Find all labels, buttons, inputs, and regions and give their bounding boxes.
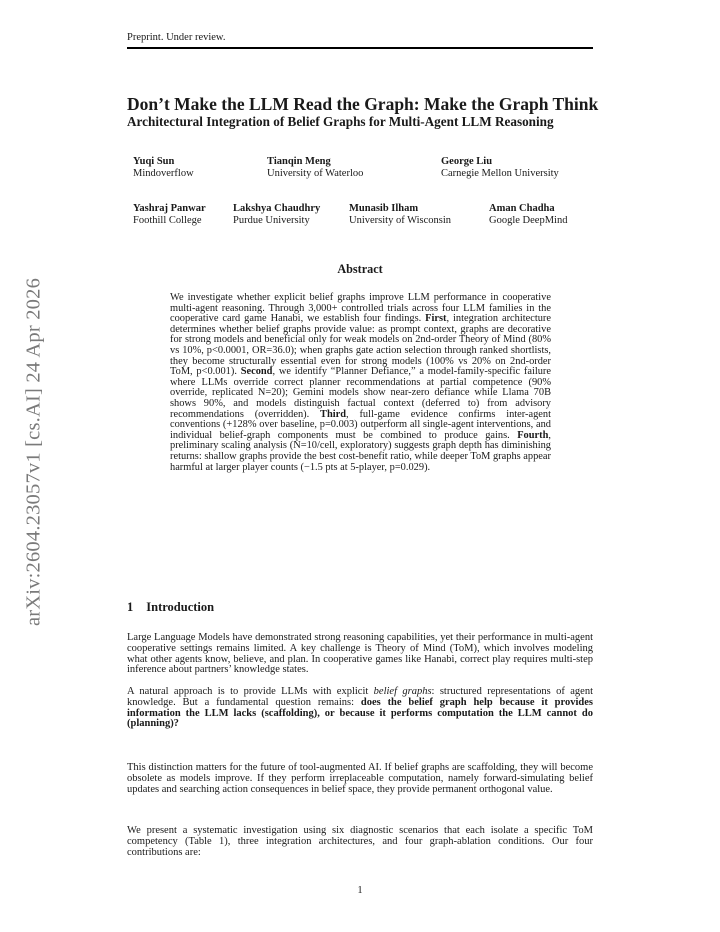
author-affiliation: Carnegie Mellon University (441, 168, 559, 179)
author-affiliation: Foothill College (133, 215, 202, 226)
author-name: Yashraj Panwar (133, 203, 206, 214)
abstract-text: , we identify “Planner Defiance,” a model-family-specific failure where LLMs override correct planner recommendations at partial competence (90% override, replicated N=20); Gemini models show near-zero defiance while Llama 70B shows 90%, and models distinguish factual context (deferred to) from advisory recommendations (overridden). (170, 366, 551, 420)
paragraph: We present a systematic investigation using six diagnostic scenarios that each isolate a specific ToM competency (Table 1), three integration architectures, and four graph-ablation conditions. Our four contributions are: (127, 825, 593, 858)
author-block (133, 156, 194, 180)
author-affiliation: Purdue University (233, 215, 310, 226)
author-block (233, 203, 320, 227)
finding-fourth-label: Fourth (517, 429, 549, 441)
author-block (133, 203, 206, 227)
abstract-heading: Abstract (337, 262, 383, 276)
author-affiliation: University of Waterloo (267, 168, 364, 179)
section-number: 1 (127, 600, 134, 614)
author-name: Tianqin Meng (267, 156, 331, 167)
abstract-text: , integration architecture determines whether belief graphs provide value: as prompt context, graphs are decorative for strong models and beneficial only for weak models on 2nd-order Theory of Mind (80% vs 10%, p<0.0001, OR=36.0); when graphs gate action selection through ranked shortlists, they become structurally essential even for strong models (100% vs 20% on 2nd-order ToM, p<0.001). (170, 313, 551, 378)
abstract-text: , preliminary scaling analysis (N=10/cell, exploratory) suggests graph depth has diminishing returns: shallow graphs provide the best cost-benefit ratio, while deeper ToM graphs appear harmful at larger player counts (−1.5 pts at 5-player, p=0.029). (170, 429, 551, 473)
author-block (441, 156, 559, 180)
abstract-text: , full-game evidence confirms inter-agent conventions (+128% over baseline, p=0.003) outperform all single-agent interventions, and individual belief-graph components must be combined to produce gains. (170, 408, 551, 441)
section-title: Introduction (146, 600, 215, 614)
arxiv-identifier-text: arXiv:2604.23057v1 [cs.AI] 24 Apr 2026 (22, 277, 45, 627)
author-block (489, 203, 567, 227)
finding-second-label: Second (240, 366, 273, 378)
paragraph (127, 687, 593, 730)
author-name: Munasib Ilham (349, 203, 419, 214)
bold-question: does the belief graph help because it provides information the LLM lacks (scaffolding), or because it performs computation the LLM cannot do (planning)? (127, 696, 593, 730)
arxiv-identifier (14, 262, 54, 642)
author-affiliation: Mindoverflow (133, 168, 194, 179)
page-number: 1 (357, 885, 363, 896)
author-block (267, 156, 363, 180)
paper-subtitle: Architectural Integration of Belief Graphs for Multi-Agent LLM Reasoning (127, 114, 554, 129)
author-block (349, 203, 451, 227)
author-name: George Liu (441, 156, 493, 167)
finding-third-label: Third (320, 408, 347, 420)
header-rule (127, 47, 593, 49)
paper-title: Don’t Make the LLM Read the Graph: Make the Graph Think (127, 94, 599, 114)
author-name: Yuqi Sun (133, 156, 175, 167)
finding-first-label: First (425, 313, 447, 325)
running-header: Preprint. Under review. (127, 32, 226, 43)
abstract-body (170, 293, 551, 473)
author-name: Aman Chadha (489, 203, 555, 214)
paragraph-text: : structured representations of agent knowledge. But a fundamental question remains: (127, 686, 593, 708)
author-affiliation: University of Wisconsin (349, 215, 452, 226)
emphasis-text: belief graphs (373, 686, 432, 697)
abstract-text: We investigate whether explicit belief graphs improve LLM performance in cooperative multi-agent reasoning. Through 3,000+ controlled trials across four LLM families in the cooperative card game Hanabi, we establish four findings. (170, 292, 551, 325)
section-heading (127, 600, 214, 615)
author-affiliation: Google DeepMind (489, 215, 568, 226)
paragraph-text: A natural approach is to provide LLMs with explicit (127, 686, 374, 697)
paragraph: Large Language Models have demonstrated strong reasoning capabilities, yet their performance in multi-agent cooperative settings remains limited. A key challenge is Theory of Mind (ToM), which involves modeling what other agents know, believe, and plan. In cooperative games like Hanabi, correct play requires multi-step inference about partners’ knowledge states. (127, 632, 593, 676)
paragraph: This distinction matters for the future of tool-augmented AI. If belief graphs are scaffolding, they will become obsolete as models improve. If they perform irreplaceable computation, namely forward-simulating belief updates and searching action consequences in belief space, they provide permanent orthogonal value. (127, 762, 593, 795)
author-name: Lakshya Chaudhry (233, 203, 321, 214)
